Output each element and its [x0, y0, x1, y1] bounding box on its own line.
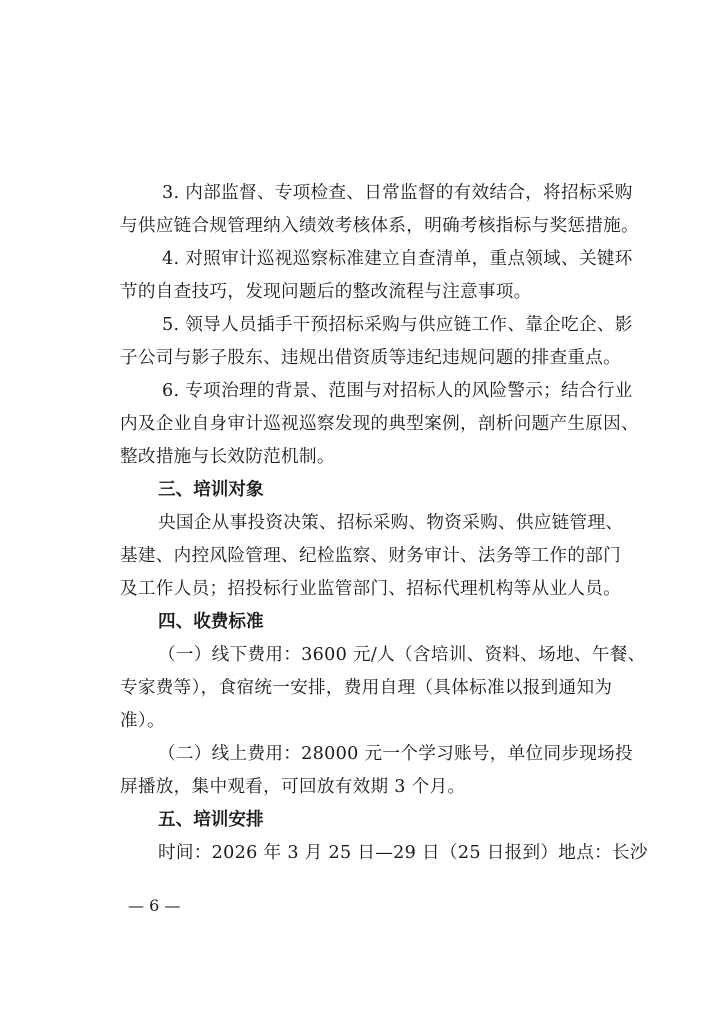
item-4-line-2: 节的自查技巧，发现问题后的整改流程与注意事项。: [120, 282, 532, 302]
section-3-line-3: 及工作人员；招投标行业监管部门、招标代理机构等从业人员。: [120, 579, 622, 599]
offline-fee-line-3: 准）。: [120, 711, 165, 731]
section-4-heading: 四、收费标准: [158, 612, 264, 632]
item-6-line-2: 内及企业自身审计巡视巡察发现的典型案例，剖析问题产生原因、: [120, 414, 639, 434]
offline-fee-line-1: （一）线下费用：3600 元/人（含培训、资料、场地、午餐、: [158, 645, 646, 665]
item-3-line-1: 3. 内部监督、专项检查、日常监督的有效结合，将招标采购: [162, 183, 633, 203]
item-6-line-3: 整改措施与长效防范机制。: [120, 447, 335, 467]
offline-fee-line-2: 专家费等），食宿统一安排，费用自理（具体标准以报到通知为: [120, 678, 613, 698]
item-5-line-1: 5. 领导人员插手干预招标采购与供应链工作、靠企吃企、影: [162, 315, 633, 335]
schedule-line-1: 时间：2026 年 3 月 25 日—29 日（25 日报到）地点：长沙: [158, 843, 648, 863]
section-5-heading: 五、培训安排: [158, 810, 264, 830]
section-3-heading: 三、培训对象: [158, 480, 264, 500]
section-3-line-2: 基建、内控风险管理、纪检监察、财务审计、法务等工作的部门: [120, 546, 622, 566]
item-3-line-2: 与供应链合规管理纳入绩效考核体系，明确考核指标与奖惩措施。: [120, 216, 639, 236]
section-3-line-1: 央国企从事投资决策、招标采购、物资采购、供应链管理、: [158, 513, 624, 533]
item-4-line-1: 4. 对照审计巡视巡察标准建立自查清单，重点领域、关键环: [162, 249, 633, 269]
online-fee-line-2: 屏播放，集中观看，可回放有效期 3 个月。: [120, 777, 466, 797]
item-5-line-2: 子公司与影子股东、违规出借资质等违纪违规问题的排查重点。: [120, 348, 622, 368]
page-number: — 6 —: [128, 896, 181, 915]
item-6-line-1: 6. 专项治理的背景、范围与对招标人的风险警示；结合行业: [162, 381, 633, 401]
online-fee-line-1: （二）线上费用：28000 元一个学习账号，单位同步现场投: [158, 744, 633, 764]
